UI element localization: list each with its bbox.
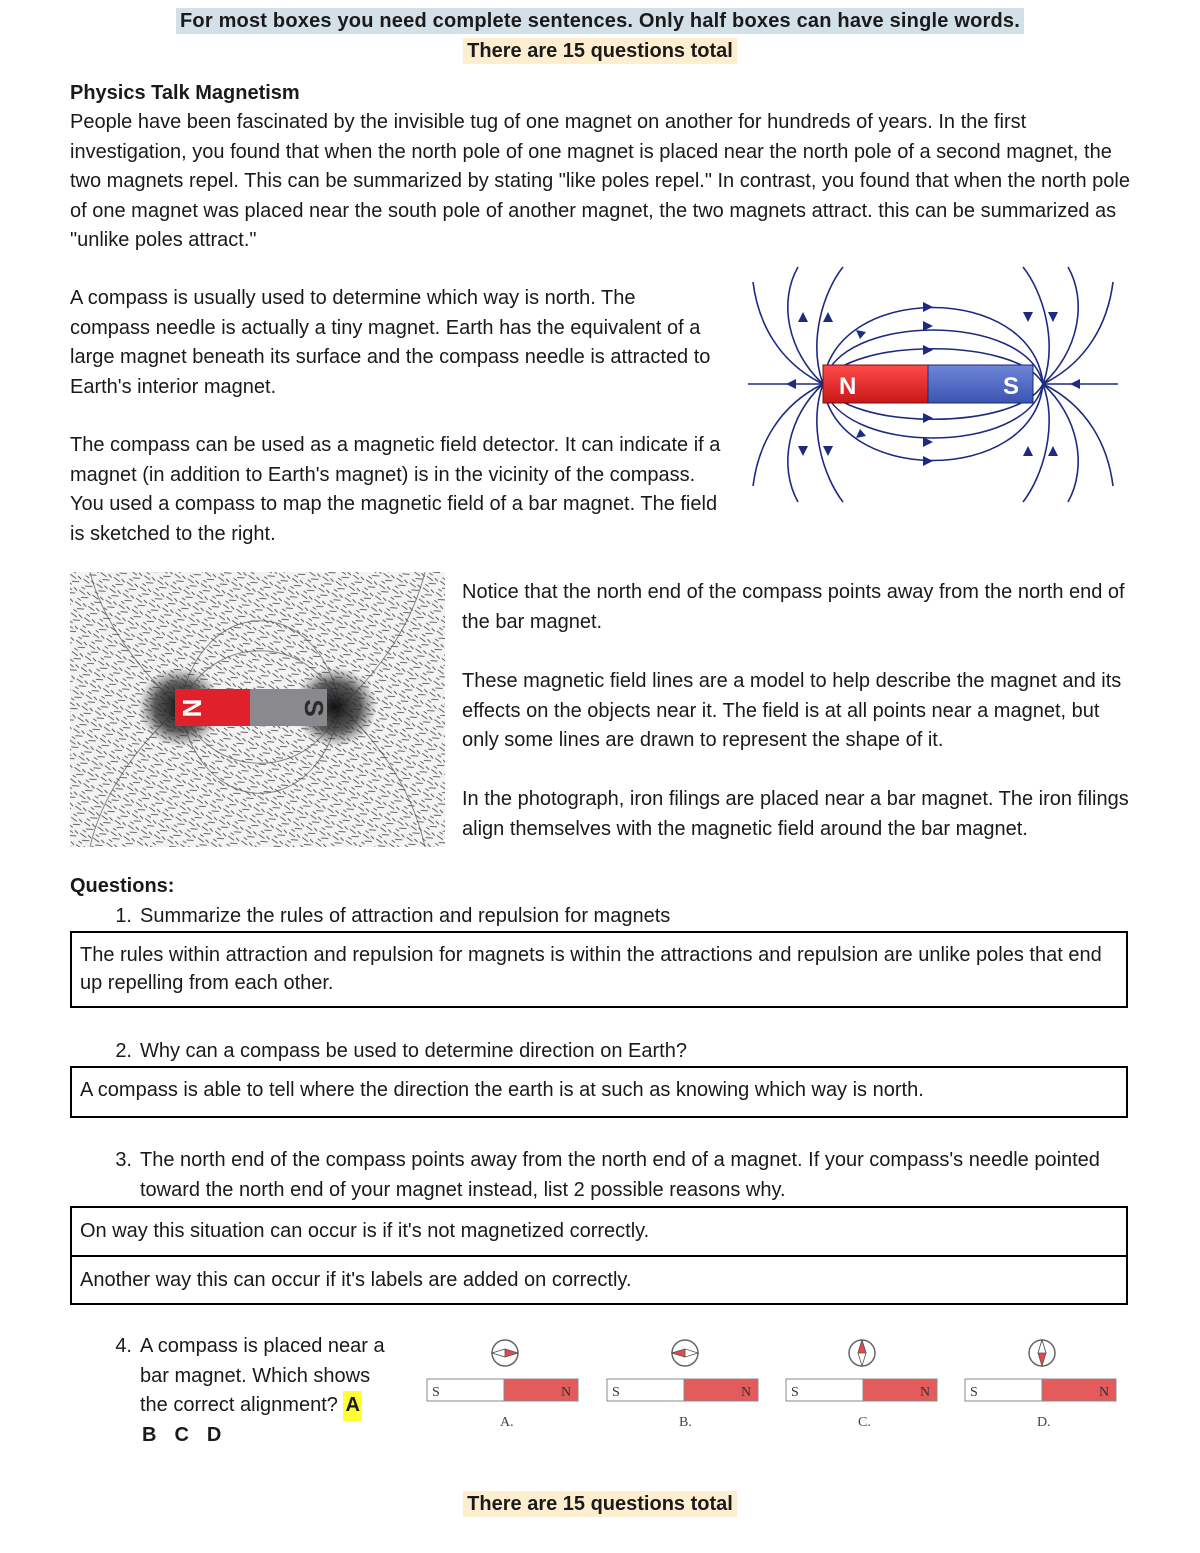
question-number: 4. [115,1335,132,1357]
question-number: 2. [115,1040,132,1062]
question-text: Summarize the rules of attraction and repulsion for magnets [140,905,671,927]
footer-banner [0,1493,1200,1516]
diagram-south-label: S [1003,373,1020,400]
question-number: 1. [115,905,132,927]
paragraph-notice: Notice that the north end of the compass points away from the north end of the bar magnet. [462,581,1125,633]
choice-d[interactable]: D [206,1423,222,1446]
iron-filings-photo [70,572,445,847]
option-a-label: A. [500,1415,514,1430]
option-b-n-label: N [741,1385,752,1400]
choice-a[interactable]: A [343,1391,361,1421]
option-a [427,1340,578,1430]
option-d-s-label: S [970,1385,978,1400]
photo-south-label: S [299,699,329,717]
answer-box-2[interactable]: A compass is able to tell where the direction the earth is at such as knowing which way is north. [70,1066,1128,1118]
question-4 [98,1332,388,1450]
paragraph-detector: The compass can be used as a magnetic field detector. It can indicate if a magnet (in addition to Earth's magnet) is in the vicinity of the compass. You used a compass to map the magnetic field of a bar magnet. The field is sketched to the right. [70,434,721,545]
option-c-label: C. [858,1415,871,1430]
option-b-label: B. [679,1415,692,1430]
paragraph-field-lines: These magnetic field lines are a model to help describe the magnet and its effects on the objects near it. The field is at all points near a magnet, but only some lines are drawn to represent the shape of it. [462,670,1122,751]
paragraph-photograph: In the photograph, iron filings are placed near a bar magnet. The iron filings align themselves with the magnetic field around the bar magnet. [462,788,1129,840]
compass-options-diagram [415,1330,1130,1435]
answer-box-3 [70,1206,1128,1305]
magnetic-field-diagram [748,262,1118,512]
diagram-north-label: N [839,373,857,400]
option-d-n-label: N [1099,1385,1110,1400]
question-3 [98,1146,1108,1205]
option-c-n-label: N [920,1385,931,1400]
paragraph-compass: A compass is usually used to determine which way is north. The compass needle is actually a tiny magnet. Earth has the equivalent of a large magnet beneath its surface and the compass needle is attracted to Earth's interior magnet. [70,287,711,398]
question-number: 3. [115,1149,132,1171]
instruction-banner [0,10,1200,33]
instruction-text: For most boxes you need complete sentences. Only half boxes can have single words. [176,8,1024,34]
question-count-banner [0,40,1200,63]
question-1 [98,902,1138,932]
question-text: A compass is placed near a bar magnet. Which shows the correct alignment? [140,1335,385,1416]
choice-c[interactable]: C [174,1423,189,1446]
option-c [786,1340,937,1430]
option-d [965,1340,1116,1430]
paragraph-intro: People have been fascinated by the invisible tug of one magnet on another for hundreds of years. In the first investigation, you found that when the north pole of one magnet is placed near the north pole of a second magnet, the two magnets repel. This can be summarized by stating "like poles repel." In contrast, you found that when the north pole of one magnet was placed near the south pole of another magnet, the two magnets attract. this can be summarized as "unlike poles attract." [70,111,1130,251]
footer-text: There are 15 questions total [463,1491,737,1517]
answer-3-reason-2[interactable]: Another way this can occur if it's labels are added on correctly. [72,1255,1126,1302]
question-body [140,1332,388,1450]
question-2 [98,1037,1138,1067]
question-count-text: There are 15 questions total [463,38,737,64]
option-b [607,1340,758,1430]
option-a-n-label: N [561,1385,572,1400]
answer-box-1[interactable]: The rules within attraction and repulsion for magnets is within the attractions and repulsion are unlike poles that end up repelling from each other. [70,931,1128,1008]
choice-b[interactable]: B [142,1423,157,1446]
answer-3-reason-1[interactable]: On way this situation can occur is if it's not magnetized correctly. [80,1220,650,1242]
question-text: Why can a compass be used to determine direction on Earth? [140,1040,687,1062]
option-d-label: D. [1037,1415,1051,1430]
question-text: The north end of the compass points away from the north end of a magnet. If your compass's needle pointed toward the north end of your magnet instead, list 2 possible reasons why. [140,1149,1100,1201]
option-a-s-label: S [432,1385,440,1400]
option-b-s-label: S [612,1385,620,1400]
section-title: Physics Talk Magnetism [70,82,300,104]
option-c-s-label: S [791,1385,799,1400]
photo-north-label: N [177,698,207,718]
questions-heading: Questions: [70,875,175,897]
